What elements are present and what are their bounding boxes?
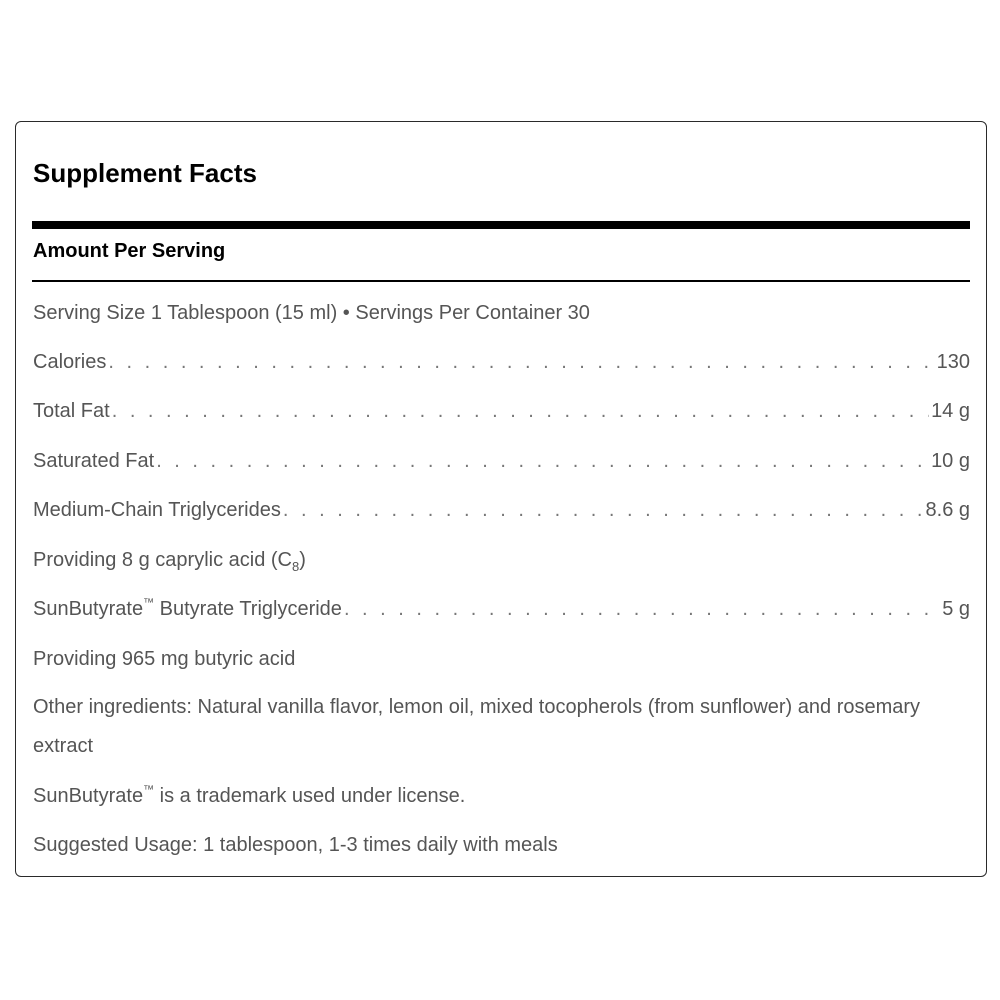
amount-per-serving-heading: Amount Per Serving [33, 240, 226, 262]
trademark-note [33, 783, 970, 812]
nutrient-value: 5 g [942, 598, 970, 620]
nutrient-value: 14 g [931, 400, 970, 422]
nutrient-row-mct [33, 497, 970, 523]
dot-leader [156, 448, 929, 474]
butyric-acid-line: Providing 965 mg butyric acid [33, 648, 296, 670]
supplement-facts-panel [15, 121, 987, 877]
trademark-text: is a trademark used under license. [154, 785, 466, 807]
suggested-usage: Suggested Usage: 1 tablespoon, 1-3 times daily with meals [33, 834, 558, 856]
panel-title: Supplement Facts [33, 158, 257, 188]
nutrient-row-butyrate [33, 596, 970, 625]
dot-leader [112, 398, 929, 424]
nutrient-label: Medium-Chain Triglycerides [33, 499, 281, 521]
dot-leader [108, 349, 934, 375]
nutrient-label: Total Fat [33, 400, 110, 422]
trademark-symbol: ™ [143, 784, 155, 796]
nutrient-value: 130 [936, 351, 970, 373]
nutrient-label: Calories [33, 351, 107, 373]
brand-name: SunButyrate [33, 598, 144, 620]
brand-name: SunButyrate [33, 785, 144, 807]
serving-size-line: Serving Size 1 Tablespoon (15 ml) • Servings Per Container 30 [33, 302, 590, 324]
butyrate-label: Butyrate Triglyceride [154, 598, 342, 620]
nutrient-row-saturated-fat [33, 448, 970, 474]
caprylic-text: Providing 8 g caprylic acid (C [33, 549, 292, 571]
nutrient-label: Saturated Fat [33, 450, 155, 472]
caprylic-close: ) [299, 549, 306, 571]
thick-divider [32, 221, 970, 229]
nutrient-label [33, 596, 342, 625]
nutrient-value: 8.6 g [925, 499, 970, 521]
other-ingredients: Other ingredients: Natural vanilla flavor, lemon oil, mixed tocopherols (from sunflower) and rosemary extract [33, 696, 921, 757]
caprylic-subscript: 8 [292, 559, 300, 574]
trademark-symbol: ™ [143, 597, 155, 609]
dot-leader [283, 497, 924, 523]
thin-divider [32, 280, 970, 282]
nutrient-value: 10 g [931, 450, 970, 472]
nutrient-row-calories [33, 349, 970, 375]
dot-leader [344, 596, 940, 622]
caprylic-acid-line [33, 547, 970, 575]
nutrient-row-total-fat [33, 398, 970, 424]
